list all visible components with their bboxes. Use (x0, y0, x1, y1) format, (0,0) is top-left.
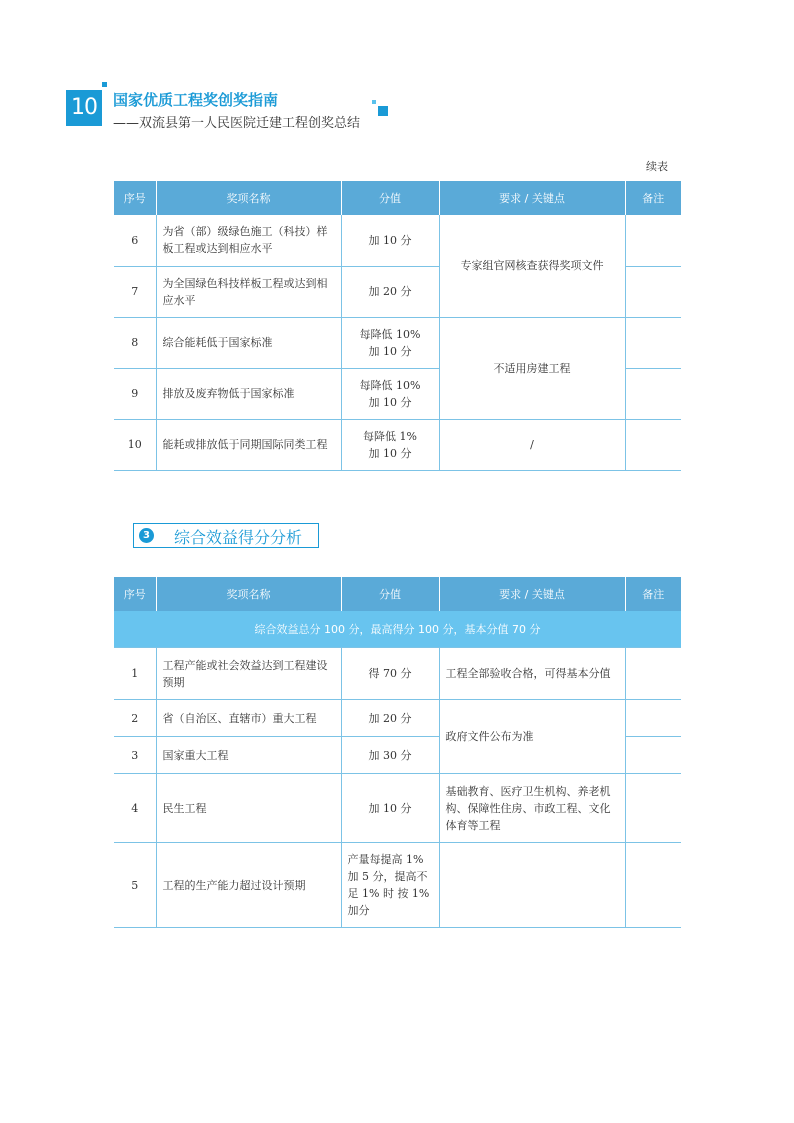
row-no: 3 (114, 737, 156, 774)
row-score: 每降低 10% 加 10 分 (341, 368, 439, 419)
row-no: 1 (114, 648, 156, 700)
row-score: 每降低 1% 加 10 分 (341, 419, 439, 470)
row-requirement: 基础教育、医疗卫生机构、养老机构、保障性住房、市政工程、文化体育等工程 (439, 774, 625, 843)
row-no: 2 (114, 700, 156, 737)
col-header-requirement: 要求 / 关键点 (439, 577, 625, 611)
awards-table-continued (114, 181, 681, 471)
row-remark (625, 368, 681, 419)
section-heading (133, 523, 319, 548)
row-remark (625, 774, 681, 843)
row-name: 能耗或排放低于同期国际同类工程 (156, 419, 341, 470)
row-requirement: 政府文件公布为准 (439, 700, 625, 774)
table-header-row (114, 181, 681, 215)
decor-square (372, 100, 376, 104)
col-header-remark: 备注 (625, 577, 681, 611)
row-remark (625, 700, 681, 737)
table-banner-row (114, 611, 681, 648)
row-remark (625, 737, 681, 774)
table-row (114, 700, 681, 737)
row-no: 10 (114, 419, 156, 470)
col-header-name: 奖项名称 (156, 181, 341, 215)
col-header-no: 序号 (114, 181, 156, 215)
benefit-score-table (114, 577, 681, 928)
row-remark (625, 215, 681, 266)
row-name: 国家重大工程 (156, 737, 341, 774)
decor-square (102, 82, 107, 87)
row-score: 加 30 分 (341, 737, 439, 774)
row-requirement: 专家组官网核查获得奖项文件 (439, 215, 625, 317)
row-score: 加 20 分 (341, 700, 439, 737)
section-number-icon: 3 (139, 528, 154, 543)
row-name: 排放及废弃物低于国家标准 (156, 368, 341, 419)
row-remark (625, 419, 681, 470)
col-header-name: 奖项名称 (156, 577, 341, 611)
table-row (114, 843, 681, 928)
col-header-score: 分值 (341, 181, 439, 215)
row-requirement: / (439, 419, 625, 470)
book-title: 国家优质工程奖创奖指南 (113, 91, 279, 109)
row-no: 7 (114, 266, 156, 317)
row-requirement (439, 843, 625, 928)
score-summary-banner: 综合效益总分 100 分，最高得分 100 分，基本分值 70 分 (114, 611, 681, 648)
row-remark (625, 648, 681, 700)
col-header-requirement: 要求 / 关键点 (439, 181, 625, 215)
decor-square (378, 106, 388, 116)
row-score: 得 70 分 (341, 648, 439, 700)
row-score: 加 20 分 (341, 266, 439, 317)
row-name: 为省（部）级绿色施工（科技）样板工程或达到相应水平 (156, 215, 341, 266)
row-requirement: 不适用房建工程 (439, 317, 625, 419)
row-remark (625, 317, 681, 368)
table-header-row (114, 577, 681, 611)
row-name: 综合能耗低于国家标准 (156, 317, 341, 368)
table-row (114, 648, 681, 700)
table-row (114, 215, 681, 266)
row-no: 4 (114, 774, 156, 843)
row-remark (625, 843, 681, 928)
row-no: 5 (114, 843, 156, 928)
col-header-score: 分值 (341, 577, 439, 611)
table-row (114, 419, 681, 470)
row-requirement: 工程全部验收合格，可得基本分值 (439, 648, 625, 700)
row-name: 民生工程 (156, 774, 341, 843)
row-score: 产量每提高 1% 加 5 分，提高不足 1% 时 按 1% 加分 (341, 843, 439, 928)
col-header-remark: 备注 (625, 181, 681, 215)
row-no: 8 (114, 317, 156, 368)
book-subtitle: ——双流县第一人民医院迁建工程创奖总结 (113, 116, 361, 131)
row-name: 工程产能或社会效益达到工程建设预期 (156, 648, 341, 700)
row-name: 省（自治区、直辖市）重大工程 (156, 700, 341, 737)
table-row (114, 774, 681, 843)
row-score: 加 10 分 (341, 774, 439, 843)
row-name: 为全国绿色科技样板工程或达到相应水平 (156, 266, 341, 317)
page-number: 10 (66, 90, 102, 126)
col-header-no: 序号 (114, 577, 156, 611)
row-remark (625, 266, 681, 317)
row-name: 工程的生产能力超过设计预期 (156, 843, 341, 928)
continued-label: 续表 (646, 160, 668, 173)
row-score: 加 10 分 (341, 215, 439, 266)
table-row (114, 317, 681, 368)
row-no: 9 (114, 368, 156, 419)
row-score: 每降低 10% 加 10 分 (341, 317, 439, 368)
row-no: 6 (114, 215, 156, 266)
section-title: 综合效益得分分析 (174, 528, 303, 547)
